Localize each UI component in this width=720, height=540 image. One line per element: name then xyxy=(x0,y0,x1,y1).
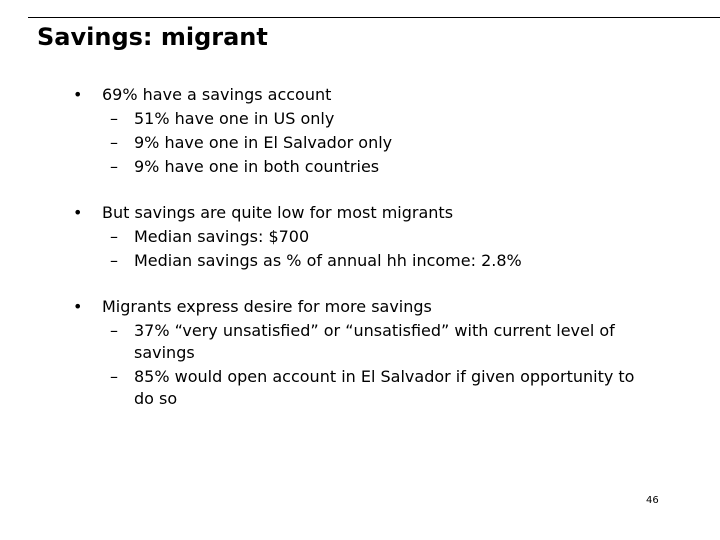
bullet-text: Migrants express desire for more savings xyxy=(102,297,432,316)
bullet-text: 69% have a savings account xyxy=(102,85,332,104)
dash-icon: – xyxy=(110,321,118,340)
page-number: 46 xyxy=(646,495,659,506)
sub-item xyxy=(102,250,680,272)
dash-icon: – xyxy=(110,157,118,176)
bullet-icon: • xyxy=(73,297,83,316)
sub-list xyxy=(102,226,680,272)
sub-item-text: 9% have one in both countries xyxy=(134,157,380,176)
sub-item-text: Median savings: $700 xyxy=(134,227,310,246)
sub-item-text: 85% would open account in El Salvador if given opportunity to do so xyxy=(134,367,635,408)
bullet-item xyxy=(70,201,680,272)
title-divider xyxy=(28,17,720,18)
dash-icon: – xyxy=(110,109,118,128)
bullet-icon: • xyxy=(73,85,83,104)
sub-item-text: 37% “very unsatisfied” or “unsatisfied” with current level of savings xyxy=(134,321,615,362)
sub-item xyxy=(102,366,680,410)
slide-title: Savings: migrant xyxy=(37,23,268,51)
dash-icon: – xyxy=(110,227,118,246)
sub-list xyxy=(102,108,680,178)
dash-icon: – xyxy=(110,367,118,386)
bullet-list xyxy=(70,83,680,433)
bullet-item xyxy=(70,295,680,410)
dash-icon: – xyxy=(110,133,118,152)
sub-item-text: 9% have one in El Salvador only xyxy=(134,133,393,152)
sub-item xyxy=(102,320,680,364)
sub-item-text: Median savings as % of annual hh income: 2.8% xyxy=(134,251,522,270)
sub-list xyxy=(102,320,680,410)
sub-item xyxy=(102,132,680,154)
bullet-text: But savings are quite low for most migrants xyxy=(102,203,454,222)
dash-icon: – xyxy=(110,251,118,270)
bullet-icon: • xyxy=(73,203,83,222)
sub-item xyxy=(102,156,680,178)
sub-item-text: 51% have one in US only xyxy=(134,109,335,128)
sub-item xyxy=(102,226,680,248)
sub-item xyxy=(102,108,680,130)
bullet-item xyxy=(70,83,680,178)
